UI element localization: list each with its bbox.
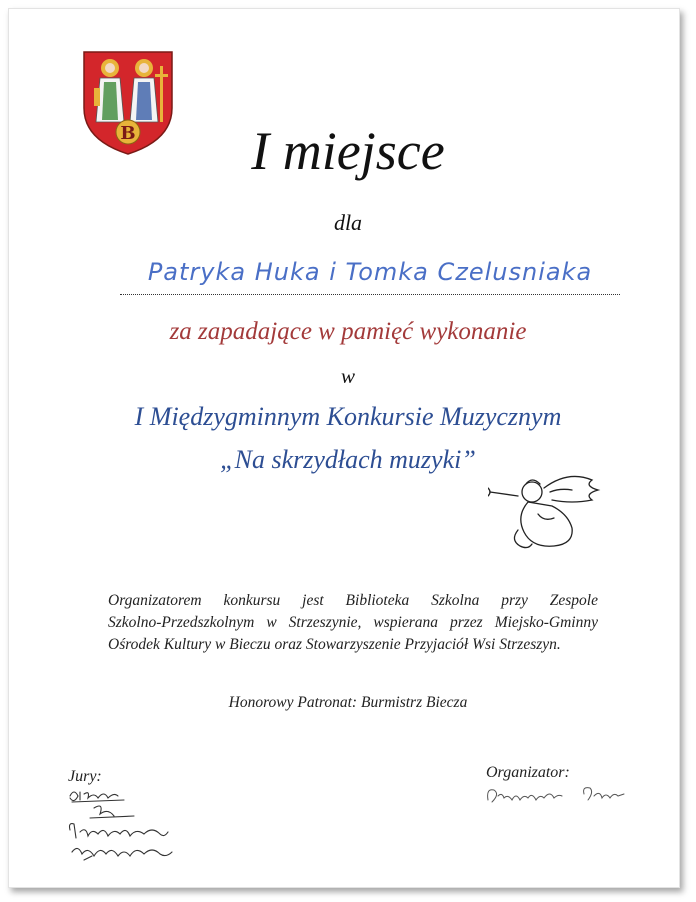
organizer-label: Organizator: [486,764,570,781]
contest-name-line2: „Na skrzydłach muzyki” [220,445,476,474]
jury-signatures [64,786,184,886]
award-reason: za zapadające w pamięć wykonanie [169,318,527,345]
trumpet-angel-icon [488,470,608,554]
description-line: Szkolno-Przedszkolnym w Strzeszynie, wspierana przez Miejsko-Gminny [108,614,598,631]
svg-text:B: B [120,123,136,144]
for-word: dla [333,210,363,235]
certificate-title: I miejsce [251,121,445,181]
organizer-signature [484,780,644,810]
organizer-description [108,590,598,656]
honorary-patron: Honorowy Patronat: Burmistrz Biecza [228,694,468,711]
recipient-name: Patryka Huka i Tomka Czelusniaka [147,258,593,286]
in-word: w [340,364,355,388]
description-line: Ośrodek Kultury w Bieczu oraz Stowarzyszenie Przyjaciół Wsi Strzeszyn. [108,636,561,653]
jury-label: Jury: [68,768,102,785]
contest-name-line1: I Międzygminnym Konkursie Muzycznym [134,402,562,431]
recipient-dotted-line [120,294,620,295]
description-line: Organizatorem konkursu jest Biblioteka Szkolna przy Zespole [108,592,598,609]
